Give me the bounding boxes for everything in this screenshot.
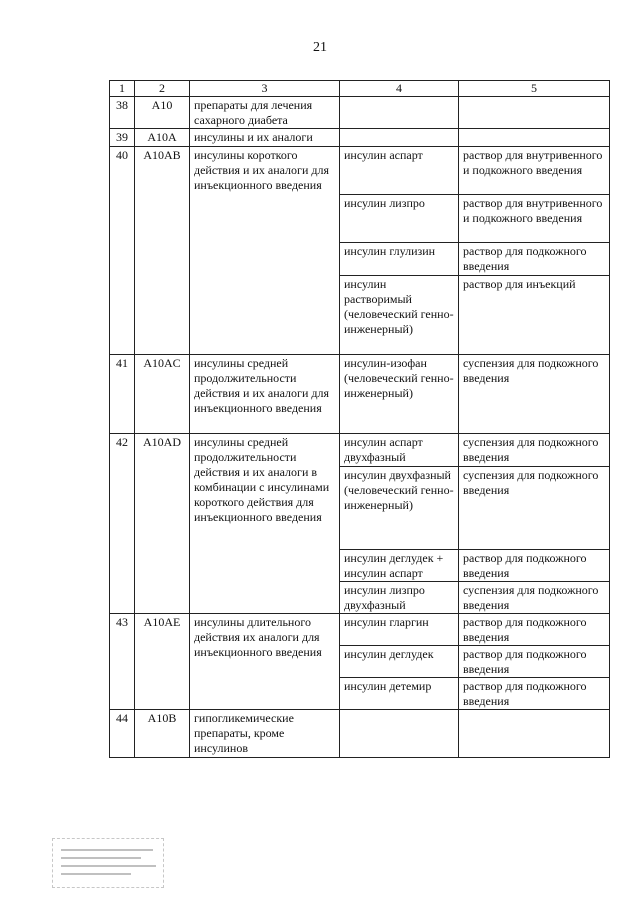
drug-name: инсулин лизпро: [340, 195, 459, 243]
drug-name: инсулин растворимый (человеческий генно-инженерный): [340, 276, 459, 355]
table-row: [110, 97, 610, 129]
drug-name: [340, 97, 459, 129]
row-number: 40: [110, 147, 135, 355]
row-number: 43: [110, 614, 135, 710]
atc-code: A10AE: [135, 614, 190, 710]
group-name: гипогликемические препараты, кроме инсулинов: [190, 710, 340, 758]
drug-name: [340, 129, 459, 147]
table-row: [110, 147, 610, 195]
group-name: препараты для лечения сахарного диабета: [190, 97, 340, 129]
dosage-form: раствор для подкожного введения: [459, 550, 610, 582]
drug-name: инсулин детемир: [340, 678, 459, 710]
row-number: 44: [110, 710, 135, 758]
drug-name: инсулин деглудек: [340, 646, 459, 678]
atc-code: A10AC: [135, 355, 190, 434]
table-row: [110, 614, 610, 646]
table-row: [110, 355, 610, 434]
atc-code: A10A: [135, 129, 190, 147]
dosage-form: раствор для подкожного введения: [459, 243, 610, 276]
table-row: [110, 434, 610, 467]
drug-name: [340, 710, 459, 758]
group-name: инсулины средней продолжительности действия и их аналоги в комбинации с инсулинами короткого действия для инъекционного введения: [190, 434, 340, 614]
atc-code: A10B: [135, 710, 190, 758]
dosage-form: [459, 97, 610, 129]
group-name: инсулины короткого действия и их аналоги для инъекционного введения: [190, 147, 340, 355]
drug-name: инсулин гларгин: [340, 614, 459, 646]
atc-code: A10: [135, 97, 190, 129]
atc-code: A10AB: [135, 147, 190, 355]
dosage-form: раствор для подкожного введения: [459, 678, 610, 710]
dosage-form: раствор для инъекций: [459, 276, 610, 355]
dosage-form: суспензия для подкожного введения: [459, 582, 610, 614]
faded-stamp: [52, 838, 164, 888]
group-name: инсулины средней продолжительности действия и их аналоги для инъекционного введения: [190, 355, 340, 434]
row-number: 38: [110, 97, 135, 129]
drug-name: инсулин деглудек + инсулин аспарт: [340, 550, 459, 582]
table-header-row: [110, 81, 610, 97]
group-name: инсулины длительного действия их аналоги для инъекционного введения: [190, 614, 340, 710]
header-cell: 2: [135, 81, 190, 97]
header-cell: 5: [459, 81, 610, 97]
table-row: [110, 710, 610, 758]
dosage-form: суспензия для подкожного введения: [459, 467, 610, 550]
row-number: 39: [110, 129, 135, 147]
dosage-form: раствор для внутривенного и подкожного введения: [459, 195, 610, 243]
dosage-form: раствор для внутривенного и подкожного введения: [459, 147, 610, 195]
atc-code: A10AD: [135, 434, 190, 614]
row-number: 41: [110, 355, 135, 434]
drug-table: [109, 80, 610, 758]
drug-name: инсулин лизпро двухфазный: [340, 582, 459, 614]
table-row: [110, 129, 610, 147]
group-name: инсулины и их аналоги: [190, 129, 340, 147]
header-cell: 1: [110, 81, 135, 97]
drug-name: инсулин аспарт: [340, 147, 459, 195]
page-number: 21: [313, 40, 327, 55]
dosage-form: [459, 129, 610, 147]
drug-name: инсулин-изофан (человеческий генно-инженерный): [340, 355, 459, 434]
dosage-form: суспензия для подкожного введения: [459, 355, 610, 434]
dosage-form: [459, 710, 610, 758]
drug-name: инсулин двухфазный (человеческий генно-инженерный): [340, 467, 459, 550]
row-number: 42: [110, 434, 135, 614]
drug-name: инсулин глулизин: [340, 243, 459, 276]
dosage-form: суспензия для подкожного введения: [459, 434, 610, 467]
dosage-form: раствор для подкожного введения: [459, 646, 610, 678]
dosage-form: раствор для подкожного введения: [459, 614, 610, 646]
drug-name: инсулин аспарт двухфазный: [340, 434, 459, 467]
header-cell: 3: [190, 81, 340, 97]
header-cell: 4: [340, 81, 459, 97]
